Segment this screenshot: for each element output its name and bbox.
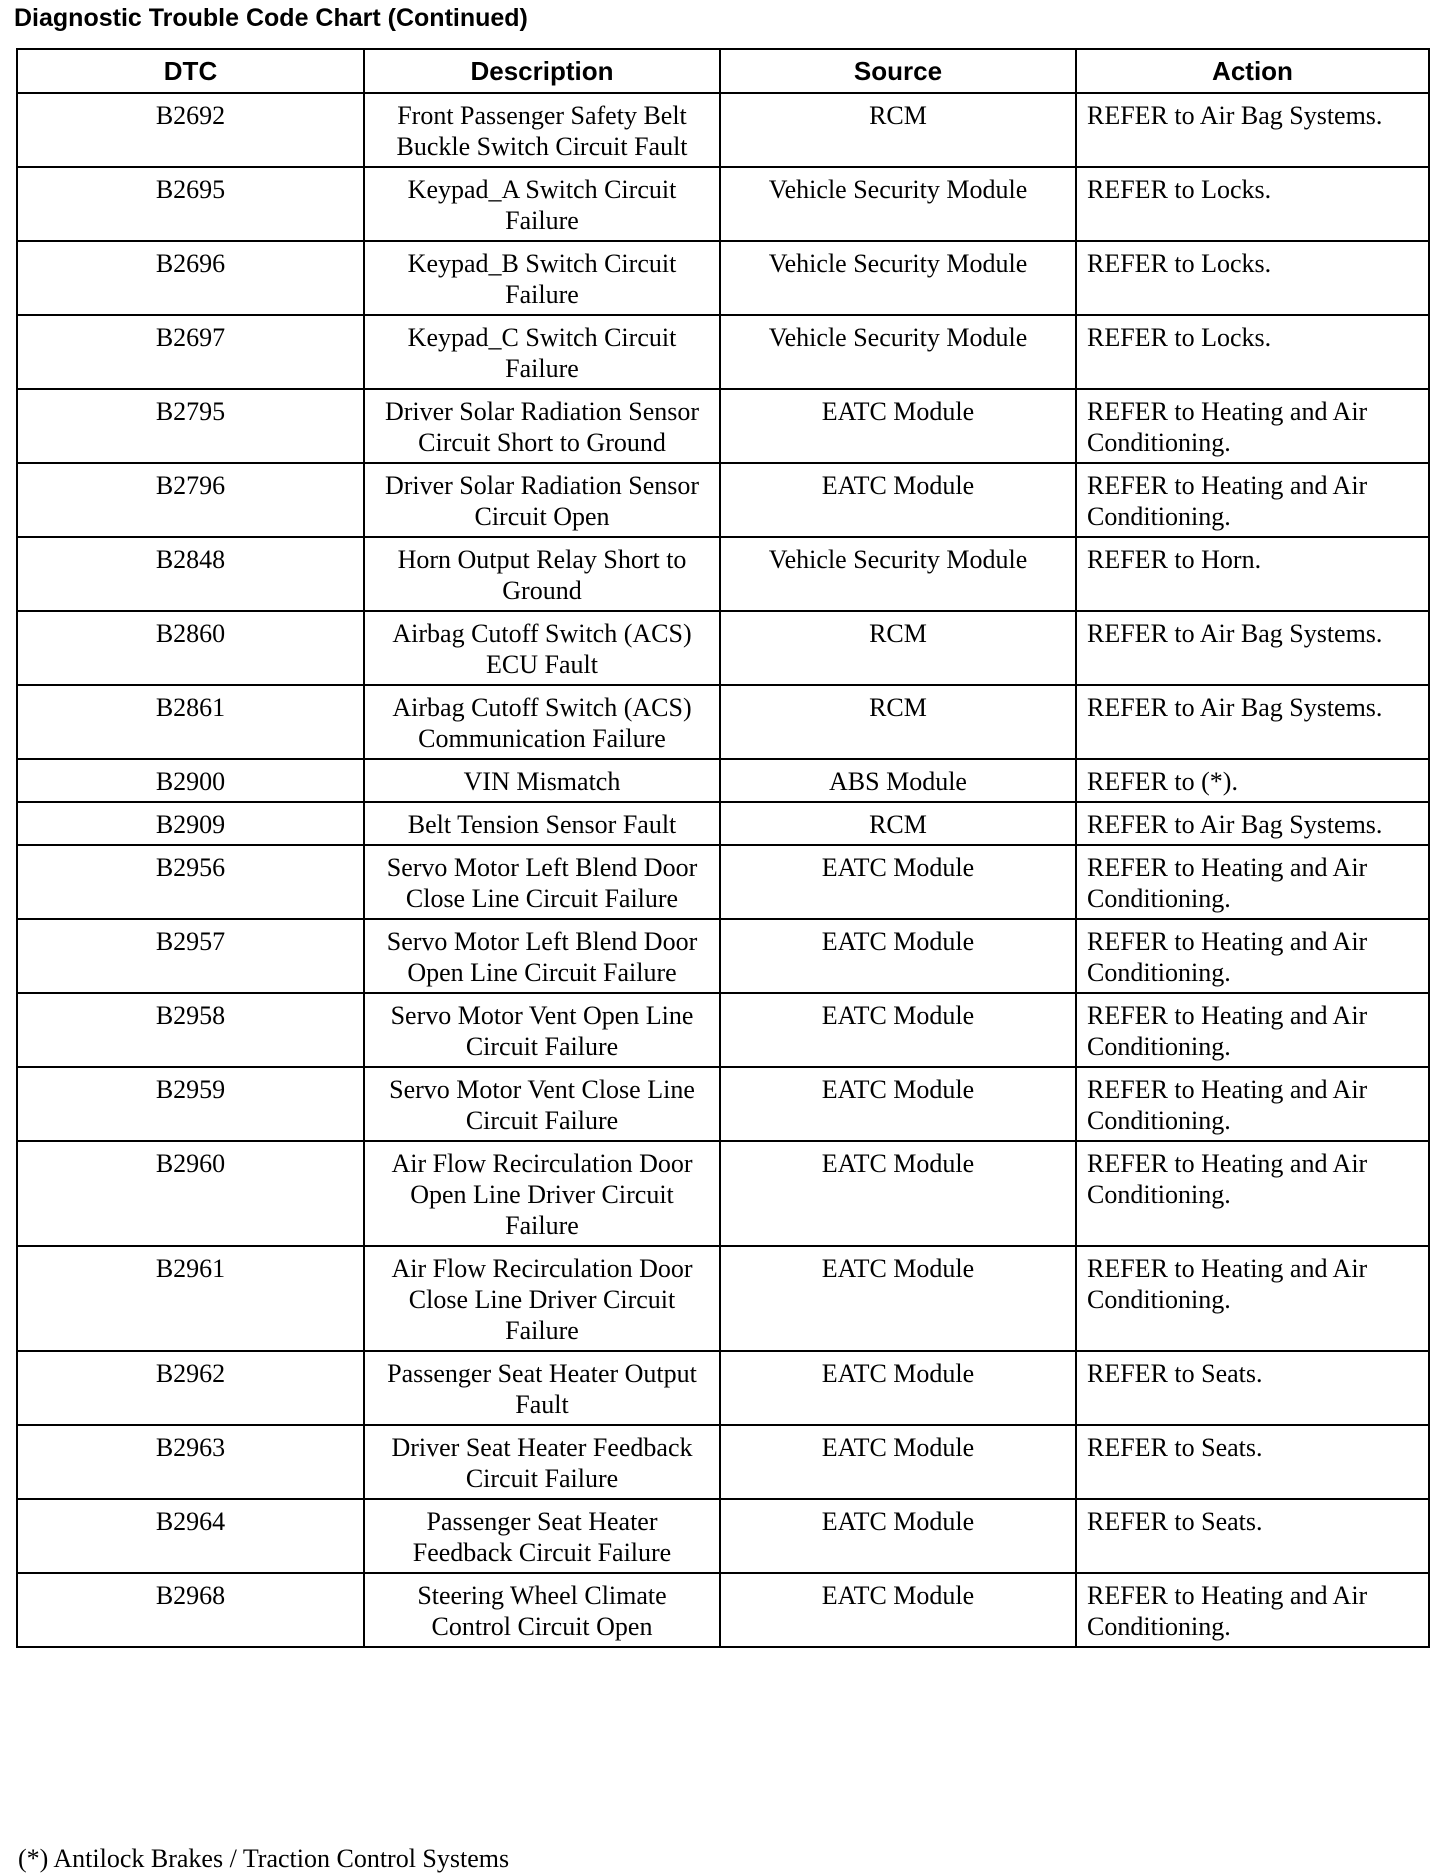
action-cell: REFER to (*). xyxy=(1076,759,1429,802)
source-cell: ABS Module xyxy=(720,759,1076,802)
action-cell: REFER to Heating and Air Conditioning. xyxy=(1076,1573,1429,1647)
table-row xyxy=(17,1351,1429,1425)
action-cell: REFER to Heating and Air Conditioning. xyxy=(1076,463,1429,537)
dtc-table xyxy=(16,48,1430,1648)
table-header-row xyxy=(17,49,1429,93)
description-cell: Air Flow Recirculation Door Close Line Driver Circuit Failure xyxy=(364,1246,720,1351)
action-cell: REFER to Heating and Air Conditioning. xyxy=(1076,1246,1429,1351)
header-source: Source xyxy=(720,49,1076,93)
header-dtc: DTC xyxy=(17,49,364,93)
table-row xyxy=(17,463,1429,537)
action-cell: REFER to Seats. xyxy=(1076,1499,1429,1573)
action-cell: REFER to Air Bag Systems. xyxy=(1076,802,1429,845)
action-cell: REFER to Heating and Air Conditioning. xyxy=(1076,993,1429,1067)
source-cell: Vehicle Security Module xyxy=(720,241,1076,315)
action-cell: REFER to Seats. xyxy=(1076,1425,1429,1499)
description-cell: Driver Solar Radiation Sensor Circuit Short to Ground xyxy=(364,389,720,463)
description-cell: Servo Motor Left Blend Door Close Line Circuit Failure xyxy=(364,845,720,919)
dtc-cell: B2961 xyxy=(17,1246,364,1351)
dtc-cell: B2957 xyxy=(17,919,364,993)
table-row xyxy=(17,93,1429,167)
table-row xyxy=(17,759,1429,802)
source-cell: RCM xyxy=(720,611,1076,685)
source-cell: Vehicle Security Module xyxy=(720,315,1076,389)
description-cell: Keypad_C Switch Circuit Failure xyxy=(364,315,720,389)
source-cell: RCM xyxy=(720,93,1076,167)
source-cell: EATC Module xyxy=(720,1351,1076,1425)
source-cell: EATC Module xyxy=(720,389,1076,463)
table-body xyxy=(17,93,1429,1647)
table-row xyxy=(17,845,1429,919)
table-row xyxy=(17,1573,1429,1647)
dtc-cell: B2959 xyxy=(17,1067,364,1141)
action-cell: REFER to Heating and Air Conditioning. xyxy=(1076,1067,1429,1141)
source-cell: EATC Module xyxy=(720,993,1076,1067)
action-cell: REFER to Air Bag Systems. xyxy=(1076,93,1429,167)
source-cell: EATC Module xyxy=(720,845,1076,919)
description-cell: Passenger Seat Heater Feedback Circuit Failure xyxy=(364,1499,720,1573)
dtc-cell: B2692 xyxy=(17,93,364,167)
source-cell: Vehicle Security Module xyxy=(720,167,1076,241)
action-cell: REFER to Heating and Air Conditioning. xyxy=(1076,1141,1429,1246)
action-cell: REFER to Seats. xyxy=(1076,1351,1429,1425)
table-row xyxy=(17,1141,1429,1246)
source-cell: EATC Module xyxy=(720,1246,1076,1351)
action-cell: REFER to Locks. xyxy=(1076,167,1429,241)
source-cell: RCM xyxy=(720,802,1076,845)
description-cell: Keypad_B Switch Circuit Failure xyxy=(364,241,720,315)
dtc-cell: B2696 xyxy=(17,241,364,315)
dtc-cell: B2860 xyxy=(17,611,364,685)
table-row xyxy=(17,315,1429,389)
source-cell: Vehicle Security Module xyxy=(720,537,1076,611)
dtc-cell: B2956 xyxy=(17,845,364,919)
dtc-cell: B2848 xyxy=(17,537,364,611)
dtc-cell: B2968 xyxy=(17,1573,364,1647)
action-cell: REFER to Air Bag Systems. xyxy=(1076,685,1429,759)
dtc-cell: B2963 xyxy=(17,1425,364,1499)
table-row xyxy=(17,389,1429,463)
description-cell: Steering Wheel Climate Control Circuit Open xyxy=(364,1573,720,1647)
dtc-cell: B2695 xyxy=(17,167,364,241)
source-cell: RCM xyxy=(720,685,1076,759)
description-cell: Belt Tension Sensor Fault xyxy=(364,802,720,845)
description-cell: Driver Solar Radiation Sensor Circuit Open xyxy=(364,463,720,537)
table-row xyxy=(17,919,1429,993)
action-cell: REFER to Horn. xyxy=(1076,537,1429,611)
description-cell: Driver Seat Heater Feedback Circuit Failure xyxy=(364,1425,720,1499)
table-row xyxy=(17,1499,1429,1573)
dtc-cell: B2962 xyxy=(17,1351,364,1425)
description-cell: Passenger Seat Heater Output Fault xyxy=(364,1351,720,1425)
source-cell: EATC Module xyxy=(720,1141,1076,1246)
dtc-cell: B2909 xyxy=(17,802,364,845)
header-description: Description xyxy=(364,49,720,93)
source-cell: EATC Module xyxy=(720,1573,1076,1647)
table-row xyxy=(17,1067,1429,1141)
dtc-cell: B2861 xyxy=(17,685,364,759)
action-cell: REFER to Air Bag Systems. xyxy=(1076,611,1429,685)
dtc-cell: B2964 xyxy=(17,1499,364,1573)
source-cell: EATC Module xyxy=(720,1067,1076,1141)
description-cell: Air Flow Recirculation Door Open Line Driver Circuit Failure xyxy=(364,1141,720,1246)
action-cell: REFER to Heating and Air Conditioning. xyxy=(1076,845,1429,919)
dtc-cell: B2960 xyxy=(17,1141,364,1246)
table-row xyxy=(17,802,1429,845)
table-row xyxy=(17,537,1429,611)
dtc-cell: B2795 xyxy=(17,389,364,463)
header-action: Action xyxy=(1076,49,1429,93)
table-row xyxy=(17,1425,1429,1499)
table-row xyxy=(17,685,1429,759)
description-cell: Servo Motor Left Blend Door Open Line Circuit Failure xyxy=(364,919,720,993)
table-row xyxy=(17,167,1429,241)
action-cell: REFER to Heating and Air Conditioning. xyxy=(1076,389,1429,463)
description-cell: VIN Mismatch xyxy=(364,759,720,802)
table-row xyxy=(17,1246,1429,1351)
table-row xyxy=(17,241,1429,315)
description-cell: Horn Output Relay Short to Ground xyxy=(364,537,720,611)
description-cell: Servo Motor Vent Close Line Circuit Failure xyxy=(364,1067,720,1141)
source-cell: EATC Module xyxy=(720,1499,1076,1573)
source-cell: EATC Module xyxy=(720,463,1076,537)
action-cell: REFER to Locks. xyxy=(1076,315,1429,389)
dtc-cell: B2958 xyxy=(17,993,364,1067)
description-cell: Servo Motor Vent Open Line Circuit Failure xyxy=(364,993,720,1067)
action-cell: REFER to Heating and Air Conditioning. xyxy=(1076,919,1429,993)
dtc-cell: B2900 xyxy=(17,759,364,802)
action-cell: REFER to Locks. xyxy=(1076,241,1429,315)
footnote: (*) Antilock Brakes / Traction Control Systems xyxy=(18,1844,510,1873)
dtc-cell: B2697 xyxy=(17,315,364,389)
description-cell: Airbag Cutoff Switch (ACS) Communication Failure xyxy=(364,685,720,759)
dtc-cell: B2796 xyxy=(17,463,364,537)
description-cell: Airbag Cutoff Switch (ACS) ECU Fault xyxy=(364,611,720,685)
description-cell: Front Passenger Safety Belt Buckle Switch Circuit Fault xyxy=(364,93,720,167)
table-row xyxy=(17,993,1429,1067)
table-row xyxy=(17,611,1429,685)
page-title: Diagnostic Trouble Code Chart (Continued) xyxy=(14,4,528,32)
description-cell: Keypad_A Switch Circuit Failure xyxy=(364,167,720,241)
source-cell: EATC Module xyxy=(720,919,1076,993)
source-cell: EATC Module xyxy=(720,1425,1076,1499)
